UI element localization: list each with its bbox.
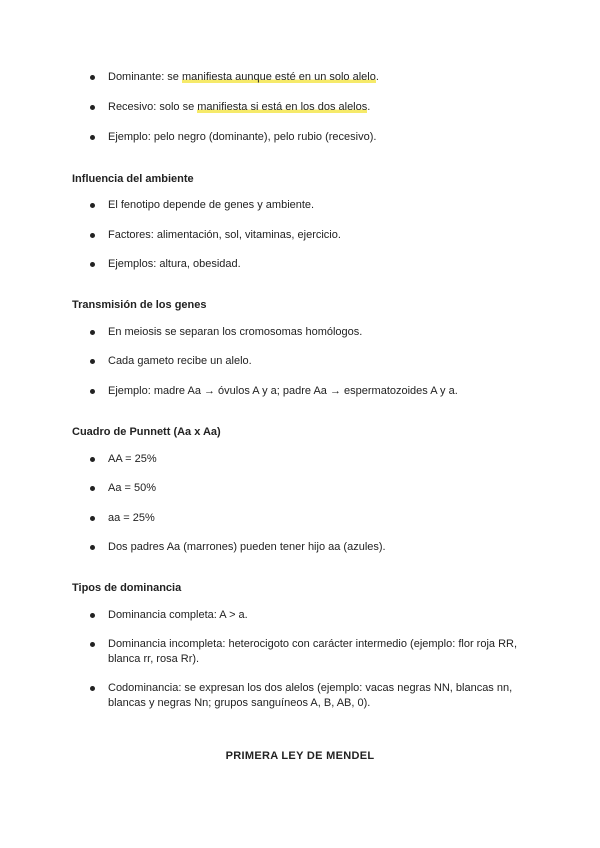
bullet-icon [90, 516, 95, 521]
list-item-text: Factores: alimentación, sol, vitaminas, ejercicio. [108, 229, 341, 241]
bullet-icon [90, 613, 95, 618]
highlighted-text: manifiesta aunque esté en un solo alelo [181, 71, 376, 83]
list-item-text: En meiosis se separan los cromosomas homólogos. [108, 326, 363, 338]
section-heading: Transmisión de los genes [72, 299, 207, 311]
bullet-icon [90, 642, 95, 647]
bullet-icon [90, 686, 95, 691]
section-heading: Cuadro de Punnett (Aa x Aa) [72, 426, 221, 438]
list-item [90, 452, 530, 467]
list-item-text: Ejemplo: madre Aa → óvulos A y a; padre Aa → espermatozoides A y a. [108, 385, 458, 397]
section-heading: Tipos de dominancia [72, 582, 182, 594]
list-item [90, 384, 530, 399]
list-item [90, 481, 530, 496]
bullet-icon [90, 135, 95, 140]
list-item [90, 354, 530, 369]
highlighted-text: manifiesta si está en los dos alelos [197, 101, 368, 113]
list-item-text: aa = 25% [108, 512, 155, 524]
list-item-text: AA = 25% [108, 453, 157, 465]
list-item [90, 257, 530, 272]
list-item [90, 198, 530, 213]
list-item-text: Dos padres Aa (marrones) pueden tener hijo aa (azules). [108, 541, 386, 553]
list-item-text: El fenotipo depende de genes y ambiente. [108, 199, 315, 211]
bullet-icon [90, 486, 95, 491]
list-item-text: Codominancia: se expresan los dos alelos (ejemplo: vacas negras NN, blancas nn, blancas y negras Nn; grupos sanguíneos A, B, AB, 0). [108, 682, 513, 709]
section-heading: Influencia del ambiente [72, 173, 194, 185]
bullet-icon [90, 262, 95, 267]
list-item-text: Ejemplo: pelo negro (dominante), pelo rubio (recesivo). [108, 131, 377, 143]
list-item [90, 608, 530, 623]
list-item [90, 540, 530, 555]
list-item-text: Aa = 50% [108, 482, 157, 494]
list-item [90, 70, 530, 85]
list-item [90, 681, 530, 711]
list-item [90, 130, 530, 145]
list-item [90, 511, 530, 526]
bullet-icon [90, 203, 95, 208]
bullet-icon [90, 545, 95, 550]
list-item-text: Ejemplos: altura, obesidad. [108, 258, 241, 270]
list-item-text: Dominancia incompleta: heterocigoto con carácter intermedio (ejemplo: flor roja RR, blanca rr, rosa Rr). [108, 638, 518, 665]
bullet-icon [90, 330, 95, 335]
bullet-icon [90, 75, 95, 80]
bullet-icon [90, 233, 95, 238]
list-item-text: Cada gameto recibe un alelo. [108, 355, 252, 367]
list-item [90, 637, 530, 667]
list-item-text: Dominante: se manifiesta aunque esté en un solo alelo. [108, 71, 379, 83]
list-item [90, 325, 530, 340]
bullet-icon [90, 389, 95, 394]
page-title: PRIMERA LEY DE MENDEL [225, 750, 375, 762]
bullet-icon [90, 105, 95, 110]
list-item-text: Recesivo: solo se manifiesta si está en los dos alelos. [108, 101, 371, 113]
list-item [90, 100, 530, 115]
bullet-icon [90, 457, 95, 462]
list-item-text: Dominancia completa: A > a. [108, 609, 248, 621]
list-item [90, 228, 530, 243]
bullet-icon [90, 359, 95, 364]
